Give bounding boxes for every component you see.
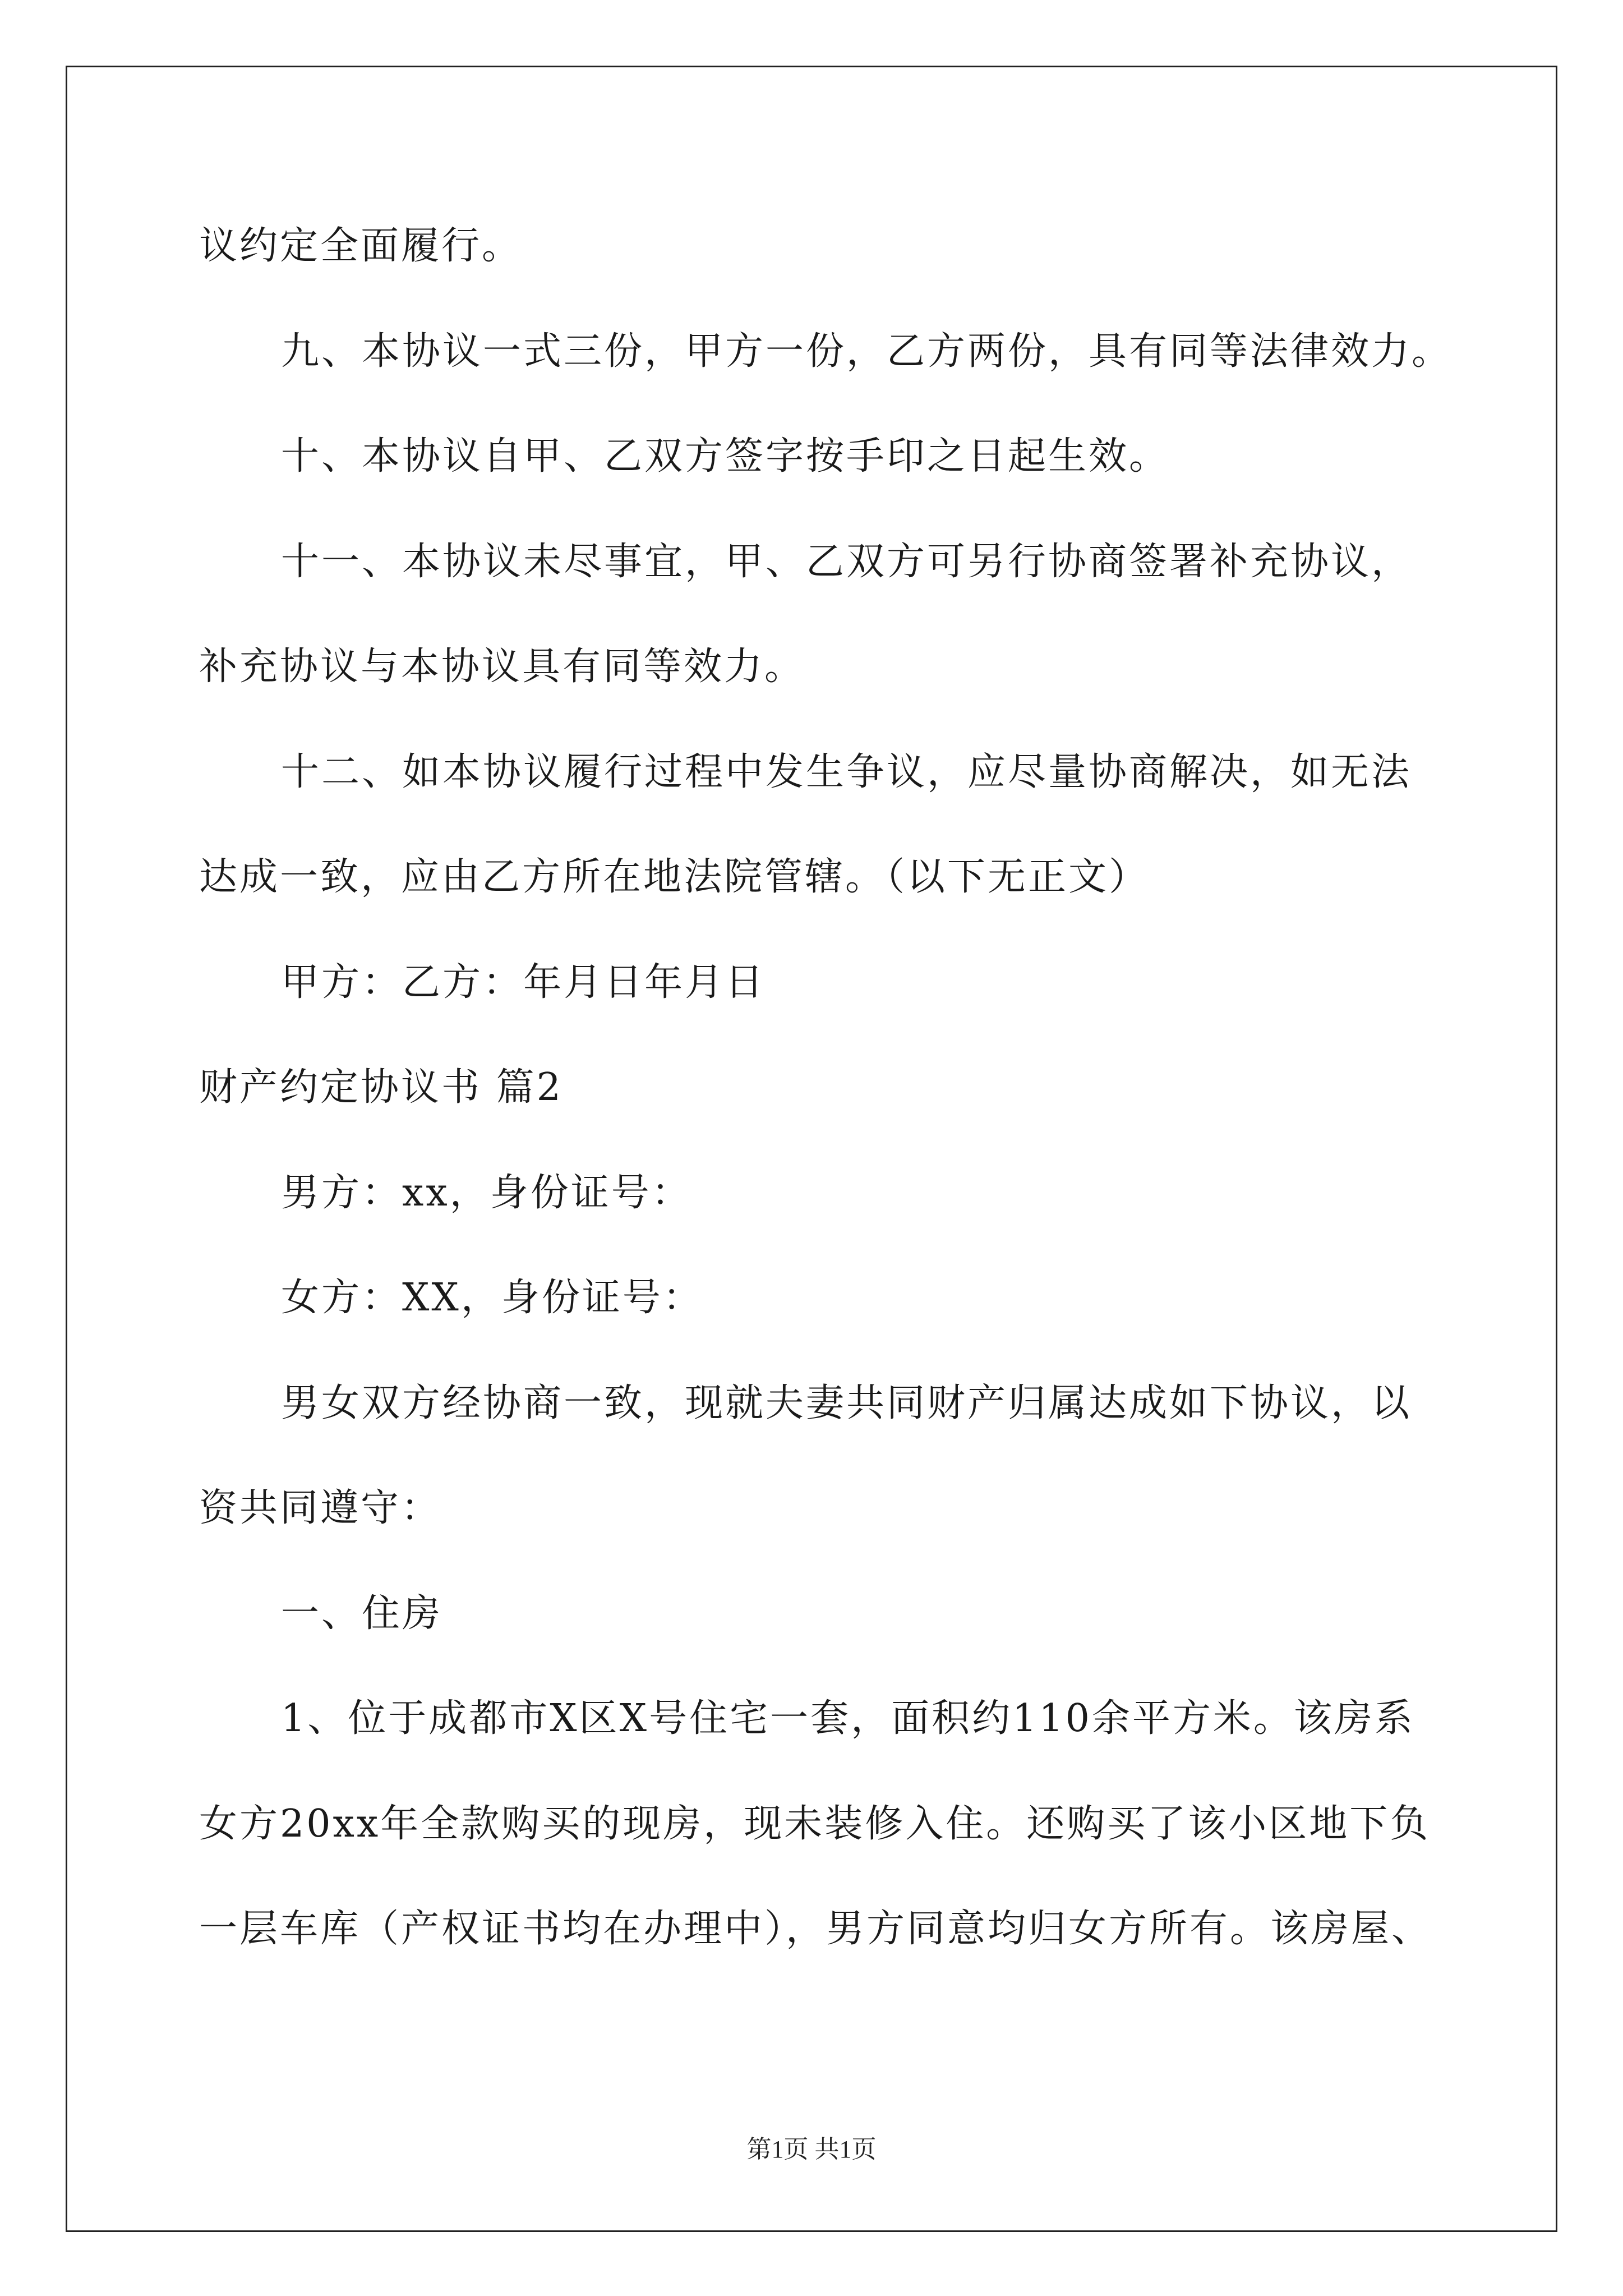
clause-twelve: 十二、如本协议履行过程中发生争议，应尽量协商解决，如无法 <box>281 750 1412 794</box>
paragraph-line: 议约定全面履行。 <box>199 224 523 268</box>
paragraph-line: 女方20xx年全款购买的现房，现未装修入住。还购买了该小区地下负 <box>199 1802 1431 1846</box>
paragraph-line: 资共同遵守： <box>199 1486 442 1530</box>
female-party-line: 女方：XX，身份证号： <box>281 1276 703 1320</box>
clause-eleven: 十一、本协议未尽事宜，甲、乙双方可另行协商签署补充协议， <box>281 540 1412 584</box>
paragraph-line: 一层车库（产权证书均在办理中），男方同意均归女方所有。该房屋、 <box>199 1907 1432 1951</box>
clause-nine: 九、本协议一式三份，甲方一份，乙方两份，具有同等法律效力。 <box>281 329 1453 374</box>
paragraph-line: 补充协议与本协议具有同等效力。 <box>199 645 805 689</box>
subsection-heading: 一、住房 <box>281 1591 443 1636</box>
section-heading: 财产约定协议书 篇2 <box>199 1065 563 1110</box>
clause-ten: 十、本协议自甲、乙双方签字按手印之日起生效。 <box>281 434 1170 478</box>
male-party-line: 男方：xx，身份证号： <box>281 1171 692 1215</box>
housing-item-line: 1、位于成都市X区X号住宅一套，面积约110余平方米。该房系 <box>281 1696 1415 1741</box>
signature-line: 甲方：乙方：年月日年月日 <box>281 960 766 1005</box>
preamble-line: 男女双方经协商一致，现就夫妻共同财产归属达成如下协议，以 <box>281 1381 1412 1425</box>
page-footer: 第1页 共1页 <box>746 2136 877 2163</box>
paragraph-line: 达成一致，应由乙方所在地法院管辖。（以下无正文） <box>199 855 1150 899</box>
